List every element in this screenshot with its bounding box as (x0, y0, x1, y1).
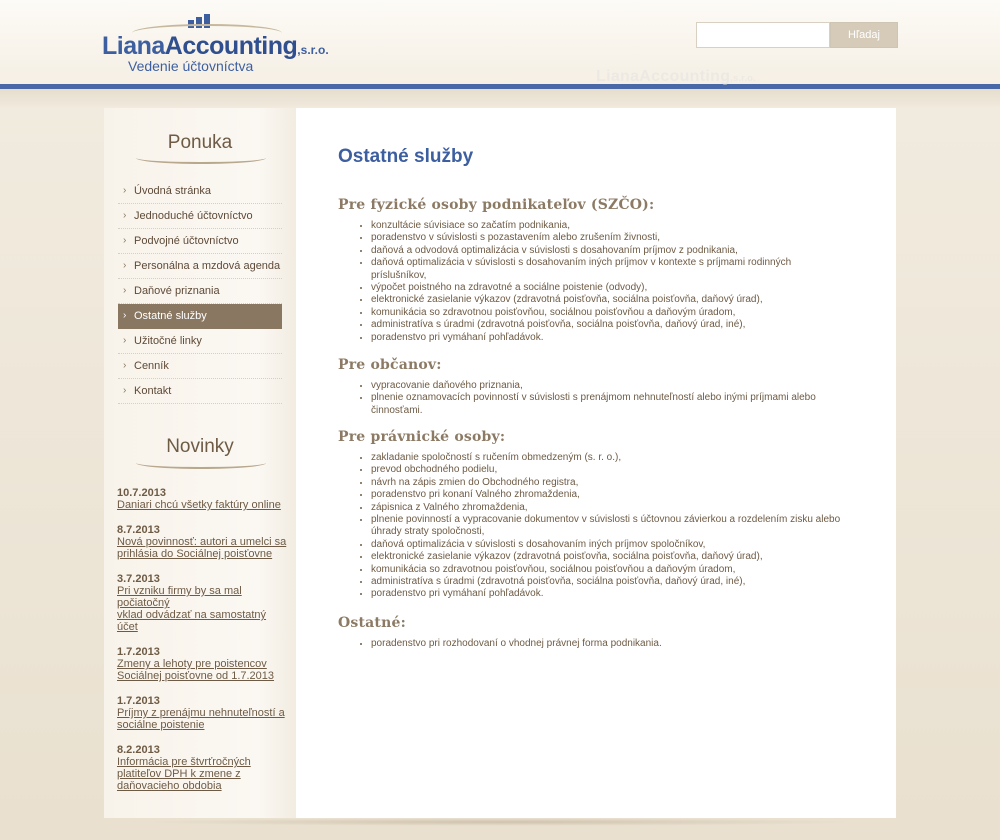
news-item (117, 487, 287, 511)
sidebar-item-label: Jednoduché účtovníctvo (134, 210, 253, 222)
chevron-right-icon: › (123, 210, 127, 221)
menu-title-swoosh (136, 152, 266, 164)
list-item: • výpočet poistného na zdravotné a sociálne poistenie (odvody), (371, 282, 858, 294)
list-item: • poradenstvo pri vymáhaní pohľadávok. (371, 588, 858, 600)
list-item: • administratíva s úradmi (zdravotná poisťovňa, sociálna poisťovňa, daňový úrad, iné), (371, 319, 858, 331)
list-item: • daňová a odvodová optimalizácia v súvislosti s dosahovaním príjmov z podnikania, (371, 245, 858, 257)
sidebar-item-3[interactable] (118, 229, 282, 254)
search-button[interactable]: Hľadaj (830, 22, 898, 48)
news-link[interactable]: Pri vzniku firmy by sa mal počiatočný vklad odvádzať na samostatný účet (117, 585, 267, 633)
sidebar-item-6[interactable] (118, 304, 282, 329)
content-section-1 (338, 196, 858, 344)
sidebar-item-label: Personálna a mzdová agenda (134, 260, 281, 272)
section-heading: Pre občanov: (338, 357, 442, 373)
content-section-4 (338, 614, 858, 650)
sidebar-item-2[interactable] (118, 204, 282, 229)
list-item: • elektronické zasielanie výkazov (zdravotná poisťovňa, sociálna poisťovňa, daňový úrad), (371, 551, 858, 563)
sidebar-item-label: Kontakt (134, 385, 172, 397)
list-item: • vypracovanie daňového priznania, (371, 380, 858, 392)
news-link[interactable]: Informácia pre štvrťročných platiteľov DPH k zmene z daňovacieho obdobia (117, 756, 251, 792)
list-item: • zápisnica z Valného zhromaždenia, (371, 502, 858, 514)
chevron-right-icon: › (123, 360, 127, 371)
list-item: • daňová optimalizácia v súvislosti s dosahovaním iných príjmov spoločníkov, (371, 539, 858, 551)
list-item: • plnenie oznamovacích povinností v súvislosti s prenájmom nehnuteľností alebo inými príjmami alebo činnosťami. (371, 392, 858, 417)
news-item (117, 695, 287, 731)
chevron-right-icon: › (123, 335, 127, 346)
section-list (338, 220, 858, 344)
list-item: • poradenstvo pri rozhodovaní o vhodnej právnej forma podnikania. (371, 638, 858, 650)
news-list (117, 487, 287, 805)
section-list (338, 452, 858, 601)
sidebar-item-1[interactable] (118, 179, 282, 204)
news-item (117, 646, 287, 682)
news-date: 1.7.2013 (117, 695, 160, 707)
news-item (117, 744, 287, 792)
news-link[interactable]: Nová povinnosť: autori a umelci sa prihlásia do Sociálnej poisťovne (117, 536, 287, 560)
list-item: • plnenie povinností a vypracovanie dokumentov v súvislosti s účtovnou závierkou a rozdelením zisku alebo úhrady straty spoločnosti, (371, 514, 858, 539)
chevron-right-icon: › (123, 235, 127, 246)
logo-name: LianaAccounting,s.r.o. (102, 32, 329, 60)
list-item: • poradenstvo pri konaní Valného zhromaždenia, (371, 489, 858, 501)
search-input[interactable] (696, 22, 830, 48)
news-item (117, 524, 287, 560)
news-date: 1.7.2013 (117, 646, 160, 658)
news-link[interactable]: Daniari chcú všetky faktúry online (117, 499, 281, 511)
chevron-right-icon: › (123, 285, 127, 296)
news-date: 3.7.2013 (117, 573, 160, 585)
news-date: 10.7.2013 (117, 487, 166, 499)
news-link[interactable]: Príjmy z prenájmu nehnuteľností a sociálne poistenie (117, 707, 285, 731)
section-list (338, 638, 858, 650)
chevron-right-icon: › (123, 385, 127, 396)
sidebar-item-8[interactable] (118, 354, 282, 379)
sidebar (104, 108, 296, 818)
menu-title: Ponuka (167, 132, 233, 153)
sidebar-item-label: Ostatné služby (134, 310, 207, 322)
list-item: • zakladanie spoločností s ručením obmedzeným (s. r. o.), (371, 452, 858, 464)
sidebar-item-label: Podvojné účtovníctvo (134, 235, 239, 247)
news-link[interactable]: Zmeny a lehoty pre poistencov Sociálnej poisťovne od 1.7.2013 (117, 658, 275, 682)
sidebar-item-label: Užitočné linky (134, 335, 202, 347)
news-title: Novinky (166, 436, 234, 457)
section-list (338, 380, 858, 417)
logo-tagline: Vedenie účtovníctva (128, 58, 254, 74)
list-item: • poradenstvo v súvislosti s pozastavením alebo zrušením živnosti, (371, 232, 858, 244)
sidebar-item-5[interactable] (118, 279, 282, 304)
list-item: • komunikácia so zdravotnou poisťovňou, sociálnou poisťovňou a daňovým úradom, (371, 564, 858, 576)
content-section-2 (338, 356, 858, 417)
list-item: • administratíva s úradmi (zdravotná poisťovňa, sociálna poisťovňa, daňový úrad, iné), (371, 576, 858, 588)
sidebar-item-label: Cenník (134, 360, 169, 372)
news-date: 8.2.2013 (117, 744, 160, 756)
list-item: • poradenstvo pri vymáhaní pohľadávok. (371, 332, 858, 344)
sidebar-menu (118, 179, 282, 404)
list-item: • konzultácie súvisiace so začatím podnikania, (371, 220, 858, 232)
list-item: • daňová optimalizácia v súvislosti s dosahovaním iných príjmov v kontexte s príjmami rodinných príslušníkov, (371, 257, 858, 282)
chevron-right-icon: › (123, 185, 127, 196)
sidebar-item-4[interactable] (118, 254, 282, 279)
section-heading: Ostatné: (338, 615, 406, 631)
watermark: LianaAccounting,s.r.o. (596, 68, 756, 85)
list-item: • elektronické zasielanie výkazov (zdravotná poisťovňa, sociálna poisťovňa, daňový úrad), (371, 294, 858, 306)
chevron-right-icon: › (123, 260, 127, 271)
news-date: 8.7.2013 (117, 524, 160, 536)
sidebar-item-9[interactable] (118, 379, 282, 404)
chevron-right-icon: › (123, 310, 127, 321)
header-shadow (0, 89, 1000, 107)
sidebar-item-label: Úvodná stránka (134, 185, 212, 197)
list-item: • komunikácia so zdravotnou poisťovňou, sociálnou poisťovňou a daňovým úradom, (371, 307, 858, 319)
content-section-3 (338, 428, 858, 601)
sidebar-item-7[interactable] (118, 329, 282, 354)
container-shadow (140, 818, 860, 826)
section-heading: Pre právnické osoby: (338, 429, 506, 445)
section-heading: Pre fyzické osoby podnikateľov (SZČO): (338, 197, 655, 213)
list-item: • prevod obchodného podielu, (371, 464, 858, 476)
news-title-swoosh (136, 457, 266, 469)
page-title: Ostatné služby (338, 146, 474, 167)
sidebar-item-label: Daňové priznania (134, 285, 220, 297)
site-logo[interactable] (102, 10, 329, 74)
news-item (117, 573, 287, 633)
list-item: • návrh na zápis zmien do Obchodného registra, (371, 477, 858, 489)
